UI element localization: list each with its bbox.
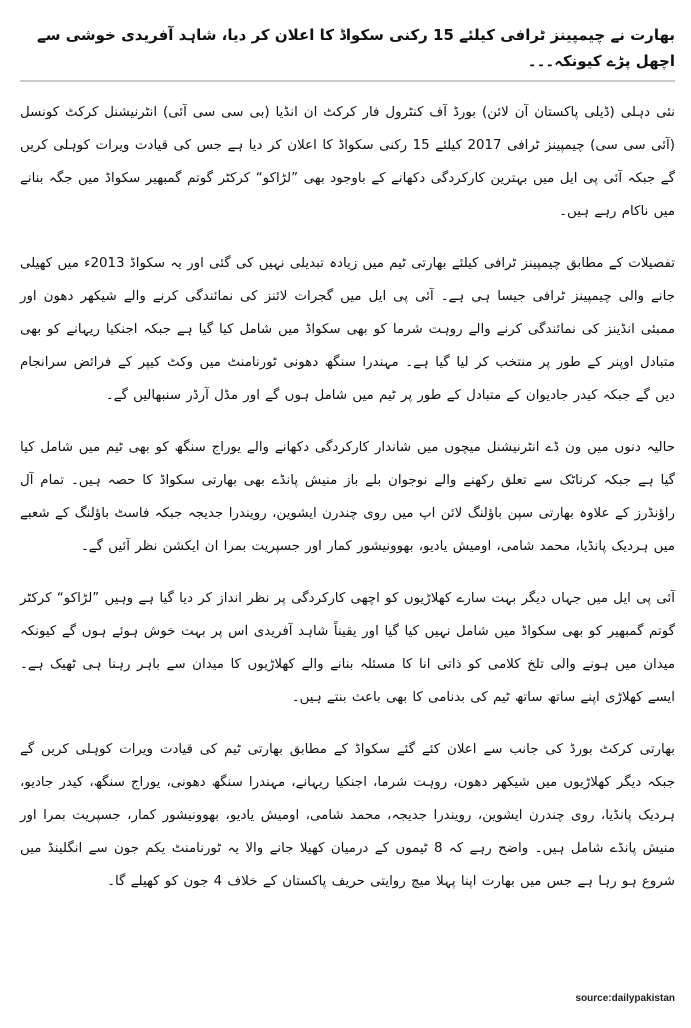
- source-credit: source:dailypakistan: [575, 993, 675, 1004]
- article-paragraph-5: بھارتی کرکٹ بورڈ کی جانب سے اعلان کئے گئے سکواڈ کے مطابق بھارتی ٹیم کی قیادت ویرات کوہلی کریں گے جبکہ دیگر کھلاڑیوں میں شیکھر دھون، روہت شرما، اجنکیا ریہانے، مہندرا سنگھ دھونی، یوراج سنگھ، کیدر جادیو، ہردیک پانڈیا، روی چندرن ایشوین، رویندرا جدیجہ، محمد شامی، اومیش یادیو، بھوونیشور کمار، جسپریت بمرا اور منیش پانڈے شامل ہیں۔ واضح رہے کہ 8 ٹیموں کے درمیان کھیلا جانے والا یہ ٹورنامنٹ یکم جون سے انگلینڈ میں شروع ہو رہا ہے جس میں بھارت اپنا پہلا میچ روایتی حریف پاکستان کے خلاف 4 جون کو کھیلے گا۔: [20, 742, 675, 889]
- article-paragraph-1: نئی دہلی (ڈیلی پاکستان آن لائن) بورڈ آف کنٹرول فار کرکٹ ان انڈیا (بی سی سی آئی) انٹرنیشنل کرکٹ کونسل (آئی سی سی) چیمپینز ٹرافی 2017 کیلئے 15 رکنی سکواڈ کا اعلان کر دیا ہے جس کی قیادت ویرات کوہلی کریں گے جبکہ آئی پی ایل میں بہترین کارکردگی دکھانے کے باوجود بھی ”لڑاکو“ کرکٹر گوتم گمبھیر سکواڈ میں جگہ بنانے میں ناکام رہے ہیں۔: [20, 105, 676, 219]
- article-paragraph-2: تفصیلات کے مطابق چیمپینز ٹرافی کیلئے بھارتی ٹیم میں زیادہ تبدیلی نہیں کی گئی اور یہ سکواڈ 2013ء میں کھیلی جانے والی چیمپینز ٹرافی جیسا ہی ہے۔ آئی پی ایل میں گجرات لائنز کی نمائندگی کرنے والے شیکھر دھون اور ممبئی انڈینز کی نمائندگی کرنے والے روہت شرما کو بھی سکواڈ میں شامل کیا گیا ہے جبکہ اجنکیا ریہانے کو بھی متبادل اوپنر کے طور پر منتخب کر لیا گیا ہے۔ مہندرا سنگھ دھونی ٹورنامنٹ میں وکٹ کیپر کے فرائض سرانجام دیں گے جبکہ کیدر جادیوان کے متبادل کے طور پر ٹیم میں شامل ہوں گے اور مڈل آرڈر سنبھالیں گے۔: [20, 256, 675, 403]
- article-paragraph-3: حالیہ دنوں میں ون ڈے انٹرنیشنل میچوں میں شاندار کارکردگی دکھانے والے یوراج سنگھ کو بھی ٹیم میں شامل کیا گیا ہے جبکہ کرناٹک سے تعلق رکھنے والے نوجوان بلے باز منیش پانڈے بھی بھارتی سکواڈ کا حصہ ہیں۔ تمام آل راؤنڈرز کے علاوہ بھارتی سپن باؤلنگ لائن اپ میں روی چندرن ایشوین، رویندرا جدیجہ جبکہ فاسٹ باؤلنگ کے شعبے میں ہردیک پانڈیا، محمد شامی، اومیش یادیو، بھوونیشور کمار اور جسپریت بمرا ان ایکشن نظر آئیں گے۔: [20, 440, 675, 554]
- article-headline: بھارت نے چیمپینز ٹرافی کیلئے 15 رکنی سکواڈ کا اعلان کر دیا، شاہد آفریدی خوشی سے اچھل پڑے کیونکہ۔۔۔: [20, 22, 675, 82]
- article-paragraph-4: آئی پی ایل میں جہاں دیگر بہت سارے کھلاڑیوں کو اچھی کارکردگی پر نظر انداز کر دیا گیا ہے وہیں ”لڑاکو“ کرکٹر گوتم گمبھیر کو بھی سکواڈ میں شامل نہیں کیا گیا اور یقیناً شاہد آفریدی اس پر بہت خوش ہوئے ہوں گے کیونکہ میدان میں ہونے والی تلخ کلامی کو ذاتی انا کا مسئلہ بنانے والے کھلاڑیوں کا میدان سے باہر رہنا ہی ٹھیک ہے۔ ایسے کھلاڑی اپنے ساتھ ساتھ ٹیم کی بدنامی کا بھی باعث بنتے ہیں۔: [20, 591, 675, 705]
